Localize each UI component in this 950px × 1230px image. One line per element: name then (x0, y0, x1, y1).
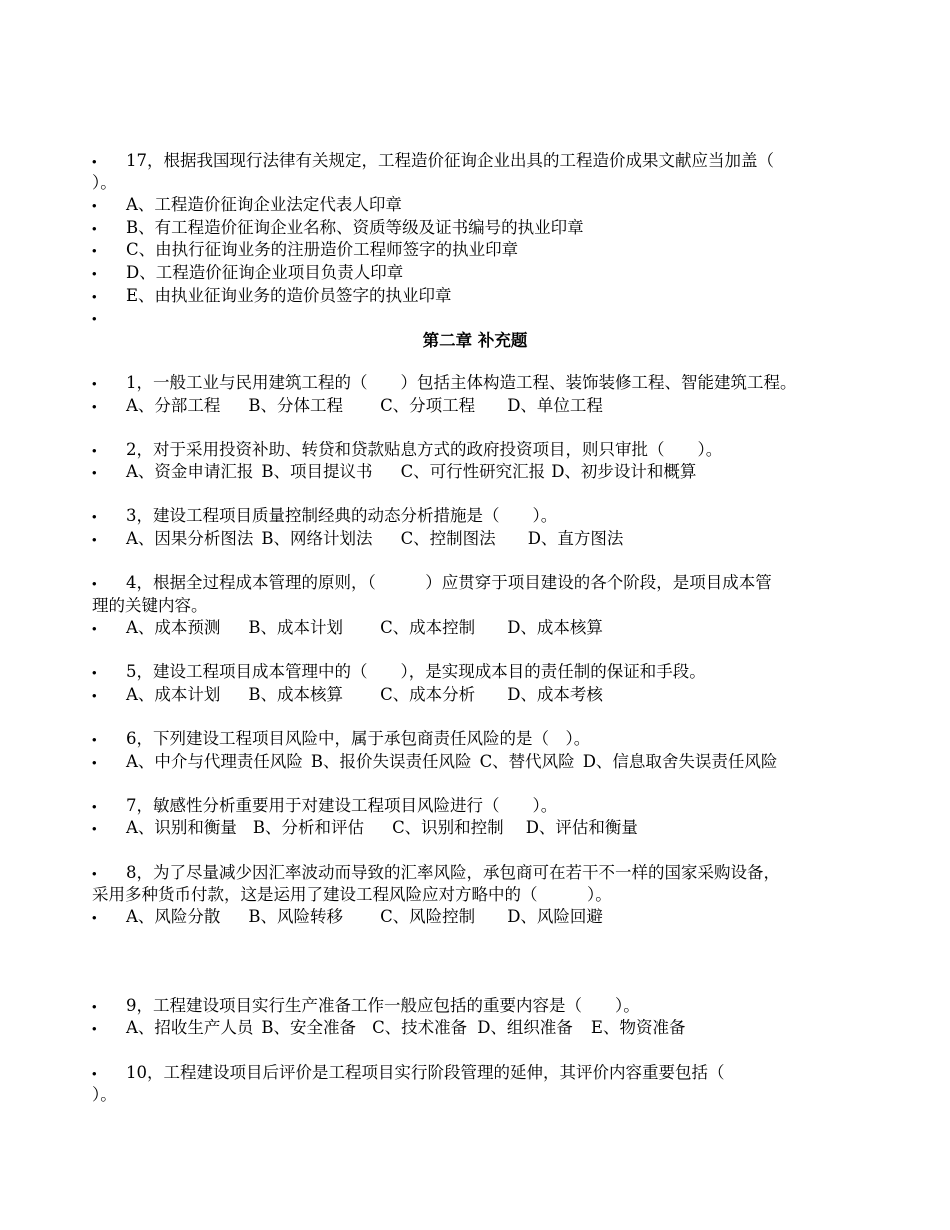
list-item (92, 1017, 685, 1040)
question-text: 5，建设工程项目成本管理中的（ ），是实现成本目的责任制的保证和手段。 (126, 662, 706, 681)
bullet: • (92, 198, 97, 213)
question-text: 7，敏感性分析重要用于对建设工程项目风险进行（ ）。 (126, 796, 558, 815)
option-text: C、识别和控制 (392, 818, 504, 837)
list-item (92, 684, 603, 707)
option-text: B、项目提议书 (261, 462, 373, 481)
list-item (92, 751, 777, 774)
option-text: D、工程造价征询企业项目负责人印章 (126, 263, 404, 282)
bullet: • (92, 621, 97, 636)
option-text: B、分析和评估 (252, 818, 365, 837)
bullet: • (92, 799, 97, 814)
option-text: C、风险控制 (380, 907, 476, 926)
option-text: A、招收生产人员 (126, 1018, 254, 1037)
list-item (92, 817, 638, 840)
bullet: • (92, 665, 97, 680)
option-text: A、成本计划 (126, 685, 221, 704)
bullet: • (92, 688, 97, 703)
option-text: C、成本控制 (380, 618, 476, 637)
question-text: 4，根据全过程成本管理的原则，（ ）应贯穿于项目建设的各个阶段，是项目成本管 (126, 573, 772, 592)
bullet: • (92, 755, 97, 770)
bullet: • (92, 289, 97, 304)
list-item (92, 307, 126, 330)
question-text: 2，对于采用投资补助、转贷和贷款贴息方式的政府投资项目，则只审批（ ）。 (126, 440, 723, 459)
list-item (92, 862, 780, 885)
bullet: • (92, 910, 97, 925)
bullet: • (92, 866, 97, 881)
option-text: D、成本核算 (507, 618, 603, 637)
option-text: B、有工程造价征询企业名称、资质等级及证书编号的执业印章 (126, 218, 584, 237)
list-item (92, 372, 797, 395)
question-text: 17，根据我国现行法律有关规定，工程造价征询企业出具的工程造价成果文献应当加盖（ (126, 151, 774, 170)
bullet: • (92, 376, 97, 391)
list-item (92, 795, 557, 818)
list-item (92, 505, 557, 528)
option-text: B、成本计划 (248, 618, 344, 637)
bullet: • (92, 1021, 97, 1036)
bullet: • (92, 532, 97, 547)
option-text: D、初步设计和概算 (551, 462, 697, 481)
option-text: A、风险分散 (126, 907, 221, 926)
list-item (92, 995, 640, 1018)
option-text: A、中介与代理责任风险 (126, 752, 303, 771)
option-text: A、分部工程 (126, 396, 221, 415)
option-text: C、控制图法 (400, 529, 496, 548)
option-text: D、风险回避 (507, 907, 603, 926)
option-text: A、识别和衡量 (126, 818, 237, 837)
bullet: • (92, 154, 97, 169)
option-text: D、信息取舍失误责任风险 (582, 752, 778, 771)
question-continuation: ）。 (92, 1085, 117, 1104)
list-item (92, 285, 452, 308)
option-text: A、因果分析图法 (126, 529, 254, 548)
option-text: C、分项工程 (380, 396, 476, 415)
bullet: • (92, 266, 97, 281)
option-text: C、成本分析 (380, 685, 476, 704)
list-item (92, 528, 623, 551)
list-item (92, 239, 518, 262)
list-item (92, 395, 603, 418)
option-text: D、直方图法 (527, 529, 624, 548)
option-text: B、风险转移 (248, 907, 344, 926)
option-text: D、成本考核 (507, 685, 603, 704)
question-continuation: 采用多种货币付款，这是运用了建设工程风险应对方略中的（ ）。 (92, 885, 612, 904)
option-text: D、组织准备 (477, 1018, 573, 1037)
list-item (92, 194, 402, 217)
question-text: 6，下列建设工程项目风险中，属于承包商责任风险的是（ ）。 (126, 729, 591, 748)
question-text: 9，工程建设项目实行生产准备工作一般应包括的重要内容是（ ）。 (126, 996, 640, 1015)
list-item (92, 217, 584, 240)
option-text: C、由执行征询业务的注册造价工程师签字的执业印章 (126, 240, 519, 259)
bullet: • (92, 732, 97, 747)
option-text: D、评估和衡量 (525, 818, 638, 837)
question-text: 8，为了尽量减少因汇率波动而导致的汇率风险，承包商可在若干不一样的国家采购设备， (126, 863, 780, 882)
list-item (92, 572, 772, 595)
list-item (92, 150, 774, 173)
bullet: • (92, 311, 97, 326)
option-text: C、技术准备 (372, 1018, 468, 1037)
option-text: B、网络计划法 (261, 529, 373, 548)
bullet: • (92, 221, 97, 236)
question-text: 1，一般工业与民用建筑工程的（ ）包括主体构造工程、装饰装修工程、智能建筑工程。 (126, 373, 797, 392)
option-text: A、成本预测 (126, 618, 221, 637)
bullet: • (92, 443, 97, 458)
list-item (92, 1062, 725, 1085)
bullet: • (92, 399, 97, 414)
question-text: 3，建设工程项目质量控制经典的动态分析措施是（ ）。 (126, 506, 558, 525)
question-continuation: 理的关键内容。 (92, 596, 208, 615)
option-text: B、安全准备 (261, 1018, 357, 1037)
bullet: • (92, 243, 97, 258)
list-item (92, 728, 590, 751)
option-text: C、可行性研究汇报 (400, 462, 546, 481)
question-text: 10，工程建设项目后评价是工程项目实行阶段管理的延伸，其评价内容重要包括（ (126, 1063, 725, 1082)
list-item (92, 439, 722, 462)
bullet: • (92, 509, 97, 524)
option-text: C、替代风险 (479, 752, 575, 771)
option-text: E、物资准备 (590, 1018, 686, 1037)
list-item (92, 461, 696, 484)
option-text: A、工程造价征询企业法定代表人印章 (126, 195, 402, 214)
bullet: • (92, 821, 97, 836)
chapter-title: 第二章 补充题 (422, 331, 528, 350)
list-item (92, 661, 706, 684)
option-text: B、分体工程 (248, 396, 344, 415)
option-text: E、由执业征询业务的造价员签字的执业印章 (126, 286, 452, 305)
list-item (92, 617, 603, 640)
question-continuation: ）。 (92, 173, 117, 192)
bullet: • (92, 1066, 97, 1081)
list-item (92, 906, 603, 929)
option-text: B、报价失误责任风险 (310, 752, 472, 771)
option-text: D、单位工程 (507, 396, 603, 415)
option-text: A、资金申请汇报 (126, 462, 254, 481)
option-text: B、成本核算 (248, 685, 344, 704)
bullet: • (92, 999, 97, 1014)
bullet: • (92, 576, 97, 591)
list-item (92, 262, 403, 285)
bullet: • (92, 465, 97, 480)
